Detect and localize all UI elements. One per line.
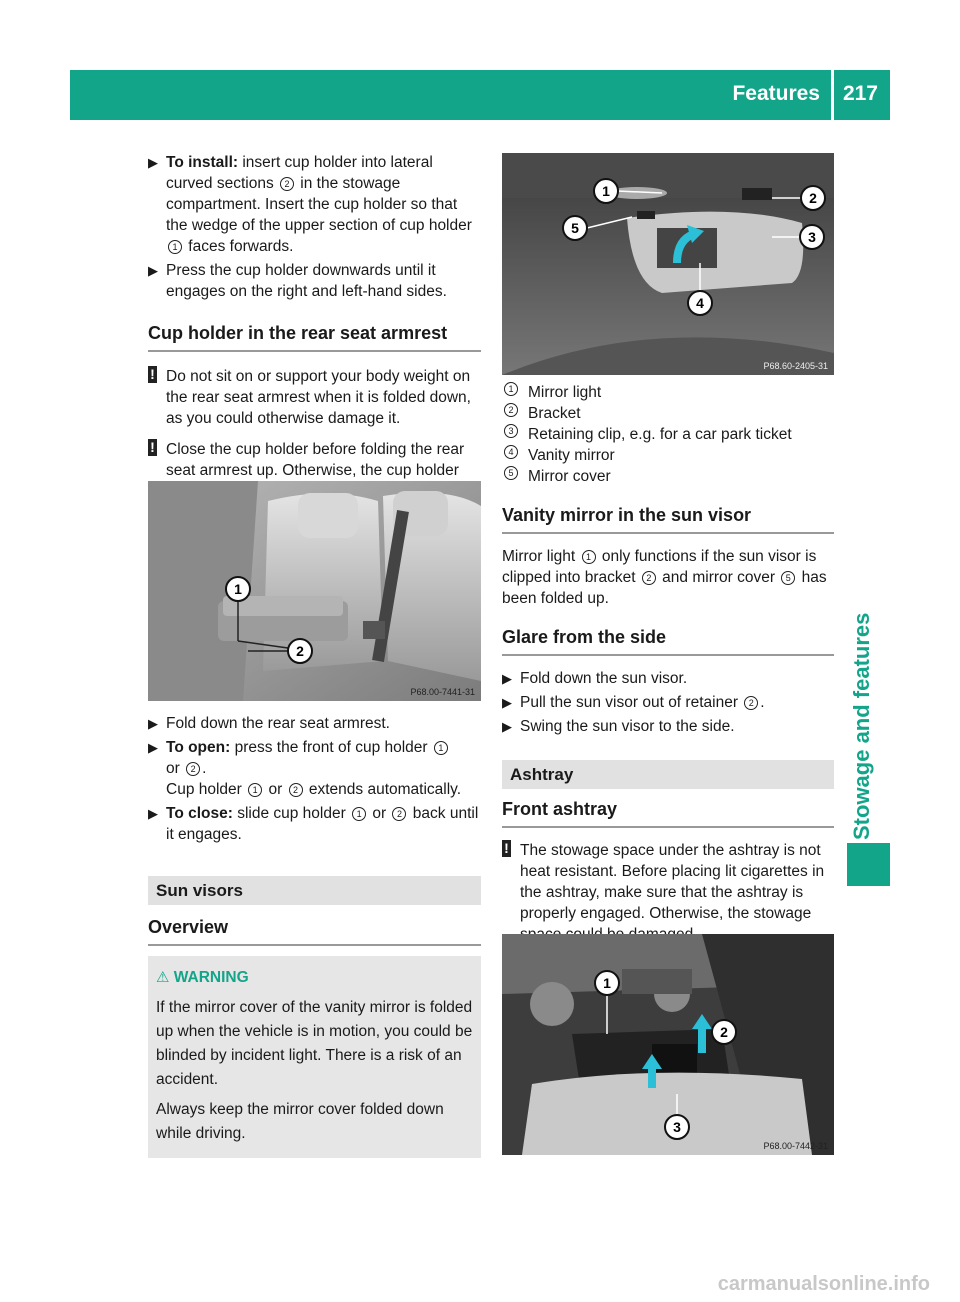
notice-icon: ! — [502, 840, 511, 857]
page-header — [70, 70, 890, 120]
arrow-icon: ▶ — [502, 671, 512, 686]
overview-heading: Overview — [148, 917, 481, 946]
install-step: ▶ To install: insert cup holder into lateral curved sections 2 in the stowage compartment. Insert the cup holder so that the wedge of the upper section of cup holder 1 faces forwards. — [148, 154, 472, 255]
left-column — [148, 152, 481, 502]
sun-visors-section — [148, 876, 481, 1158]
svg-text:1: 1 — [602, 183, 610, 199]
front-ashtray-heading: Front ashtray — [502, 799, 834, 828]
legend-item: 3 Retaining clip, e.g. for a car park ticket — [502, 424, 834, 445]
chapter-title: Features — [732, 82, 820, 105]
ashtray-section — [502, 760, 834, 945]
legend-list — [502, 382, 834, 740]
svg-text:1: 1 — [603, 975, 611, 991]
warning-text-2: Always keep the mirror cover folded down while driving. — [156, 1101, 444, 1142]
note-2: ! Close the cup holder before folding the rear seat armrest up. Otherwise, the cup holder — [148, 439, 481, 502]
photo1-code: P68.00-7441-31 — [410, 687, 475, 697]
vanity-heading: Vanity mirror in the sun visor — [502, 505, 834, 534]
fold-step: ▶ Fold down the rear seat armrest. — [148, 715, 390, 732]
warning-text-1: If the mirror cover of the vanity mirror is folded up when the vehicle is in motion, you could be blinded by incident light. There is a risk of an accident. — [156, 999, 473, 1088]
legend-item: 1 Mirror light — [502, 382, 834, 403]
callout-2: 2 — [280, 177, 294, 191]
section-tab: Stowage and features — [849, 612, 874, 840]
open-step: ▶ To open: press the front of cup holder 1 or 2 . Cup holder 1 or 2 extends automatically. — [148, 739, 462, 798]
legend-item: 5 Mirror cover — [502, 466, 834, 487]
rear-seat-illustration — [148, 481, 481, 701]
arrow-icon: ▶ — [148, 806, 158, 821]
warning-triangle-icon: ⚠ — [156, 969, 170, 986]
sun-visor-photo — [502, 153, 834, 375]
arrow-icon: ▶ — [148, 740, 158, 755]
sun-visor-illustration — [502, 153, 834, 375]
note-1: ! Do not sit on or support your body weight on the rear seat armrest when it is folded down, as you could otherwise damage it. — [148, 366, 481, 429]
svg-text:P68.60-2405-31: P68.60-2405-31 — [763, 361, 828, 371]
close-step: ▶ To close: slide cup holder 1 or 2 back until it engages. — [148, 805, 479, 843]
left-column-lower — [148, 713, 481, 848]
rear-armrest-photo — [148, 481, 481, 701]
callout-1: 1 — [168, 240, 182, 254]
note-3: ! The stowage space under the ashtray is not heat resistant. Before placing lit cigarettes in the ashtray, make sure that the ashtray is properly engaged. Otherwise, the stowage — [502, 840, 834, 945]
glare-step-3: ▶ Swing the sun visor to the side. — [502, 718, 735, 735]
warning-box — [148, 956, 481, 1158]
ashtray-photo — [502, 934, 834, 1155]
arrow-icon: ▶ — [502, 695, 512, 710]
vanity-text: Mirror light 1 only functions if the sun visor is clipped into bracket 2 and mirror cover 5 has been folded up. — [502, 548, 827, 607]
watermark: carmanualsonline.info — [717, 1273, 930, 1295]
svg-text:2: 2 — [720, 1024, 728, 1040]
ashtray-illustration — [502, 934, 834, 1155]
step-label: To install: — [166, 154, 239, 171]
press-step: ▶ Press the cup holder downwards until it engages on the right and left-hand sides. — [148, 262, 447, 300]
svg-text:2: 2 — [809, 190, 817, 206]
legend-item: 2 Bracket — [502, 403, 834, 424]
svg-text:5: 5 — [571, 220, 579, 236]
glare-step-2: ▶ Pull the sun visor out of retainer 2 . — [502, 694, 765, 711]
glare-heading: Glare from the side — [502, 627, 834, 656]
ashtray-heading: Ashtray — [502, 760, 834, 789]
arrow-icon: ▶ — [148, 716, 158, 731]
arrow-icon: ▶ — [148, 263, 158, 278]
svg-text:3: 3 — [673, 1119, 681, 1135]
rear-armrest-heading: Cup holder in the rear seat armrest — [148, 323, 481, 352]
warning-title: ⚠ WARNING — [156, 969, 249, 986]
svg-text:P68.00-7442-31: P68.00-7442-31 — [763, 1141, 828, 1151]
section-marker — [847, 843, 890, 886]
svg-text:3: 3 — [808, 229, 816, 245]
photo1-callout-2: 2 — [296, 643, 304, 659]
page-number: 217 — [842, 82, 878, 105]
notice-icon: ! — [148, 439, 157, 456]
notice-icon: ! — [148, 366, 157, 383]
arrow-icon: ▶ — [502, 719, 512, 734]
svg-text:4: 4 — [696, 295, 704, 311]
legend-item: 4 Vanity mirror — [502, 445, 834, 466]
glare-step-1: ▶ Fold down the sun visor. — [502, 670, 688, 687]
sun-visors-heading: Sun visors — [148, 876, 481, 905]
header-divider — [831, 70, 834, 120]
arrow-icon: ▶ — [148, 155, 158, 170]
photo1-callout-1: 1 — [234, 581, 242, 597]
